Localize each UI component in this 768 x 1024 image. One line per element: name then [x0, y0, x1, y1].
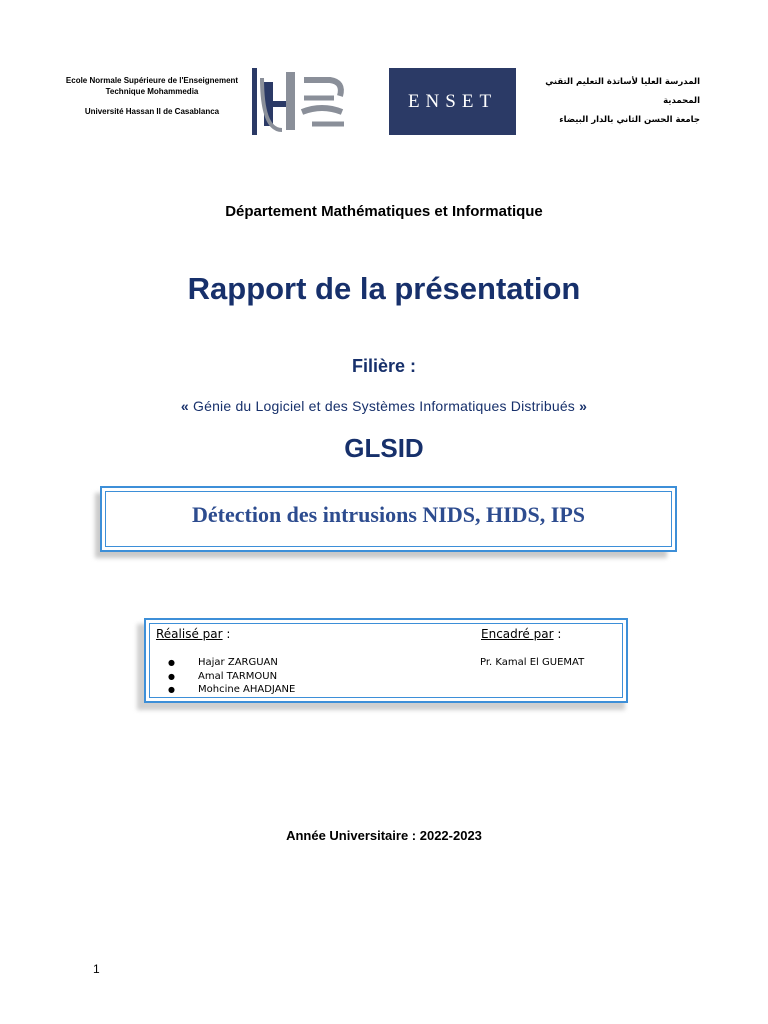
list-item	[168, 670, 295, 684]
university-name: Université Hassan II de Casablanca	[84, 107, 220, 116]
school-name-french	[52, 75, 252, 117]
university-hassan-ii-logo	[252, 68, 348, 135]
academic-year: Année Universitaire : 2022-2023	[286, 828, 482, 843]
author-name: Amal TARMOUN	[198, 670, 278, 682]
open-quote: «	[180, 398, 189, 414]
bullet-icon: ●	[168, 685, 175, 694]
author-name: Mohcine AHADJANE	[198, 684, 296, 695]
author-list	[168, 656, 295, 697]
close-quote: »	[579, 398, 588, 414]
filiere-abbreviation: GLSID	[344, 433, 424, 463]
school-name-arabic-line2: جامعة الحسن الثاني بالدار البيضاء	[559, 115, 700, 125]
author-name: Hajar ZARGUAN	[198, 657, 278, 668]
department-name: Département Mathématiques et Informatique	[225, 203, 543, 220]
school-name-line1: Ecole Normale Supérieure de l'Enseignement	[65, 76, 239, 85]
encadre-par-colon: :	[553, 627, 562, 641]
filiere-name	[0, 398, 768, 414]
bullet-icon: ●	[168, 671, 175, 681]
school-name-arabic	[528, 73, 700, 130]
encadre-par-text: Encadré par	[481, 627, 554, 641]
report-title: Rapport de la présentation	[187, 271, 581, 306]
filiere-name-text: Génie du Logiciel et des Systèmes Informatiques Distribués	[188, 398, 580, 414]
bullet-icon: ●	[168, 658, 175, 667]
subject-title: Détection des intrusions NIDS, HIDS, IPS	[192, 502, 585, 527]
school-name-line2: Technique Mohammedia	[105, 87, 199, 96]
realise-par-text: Réalisé par	[156, 627, 223, 641]
encadre-par-label	[481, 627, 561, 641]
page-number: 1	[93, 962, 100, 976]
filiere-label: Filière :	[351, 356, 417, 376]
school-name-arabic-line1: المدرسة العليا لأساتذة التعليم التقني المحمدية	[545, 77, 700, 106]
subject-box	[100, 486, 677, 552]
realise-par-colon: :	[222, 627, 231, 641]
realise-par-label	[156, 627, 230, 641]
list-item	[168, 656, 295, 670]
supervisor-name: Pr. Kamal El GUEMAT	[480, 657, 585, 668]
authors-box	[144, 618, 628, 703]
list-item	[168, 683, 295, 697]
enset-logo: ENSET	[389, 68, 516, 135]
